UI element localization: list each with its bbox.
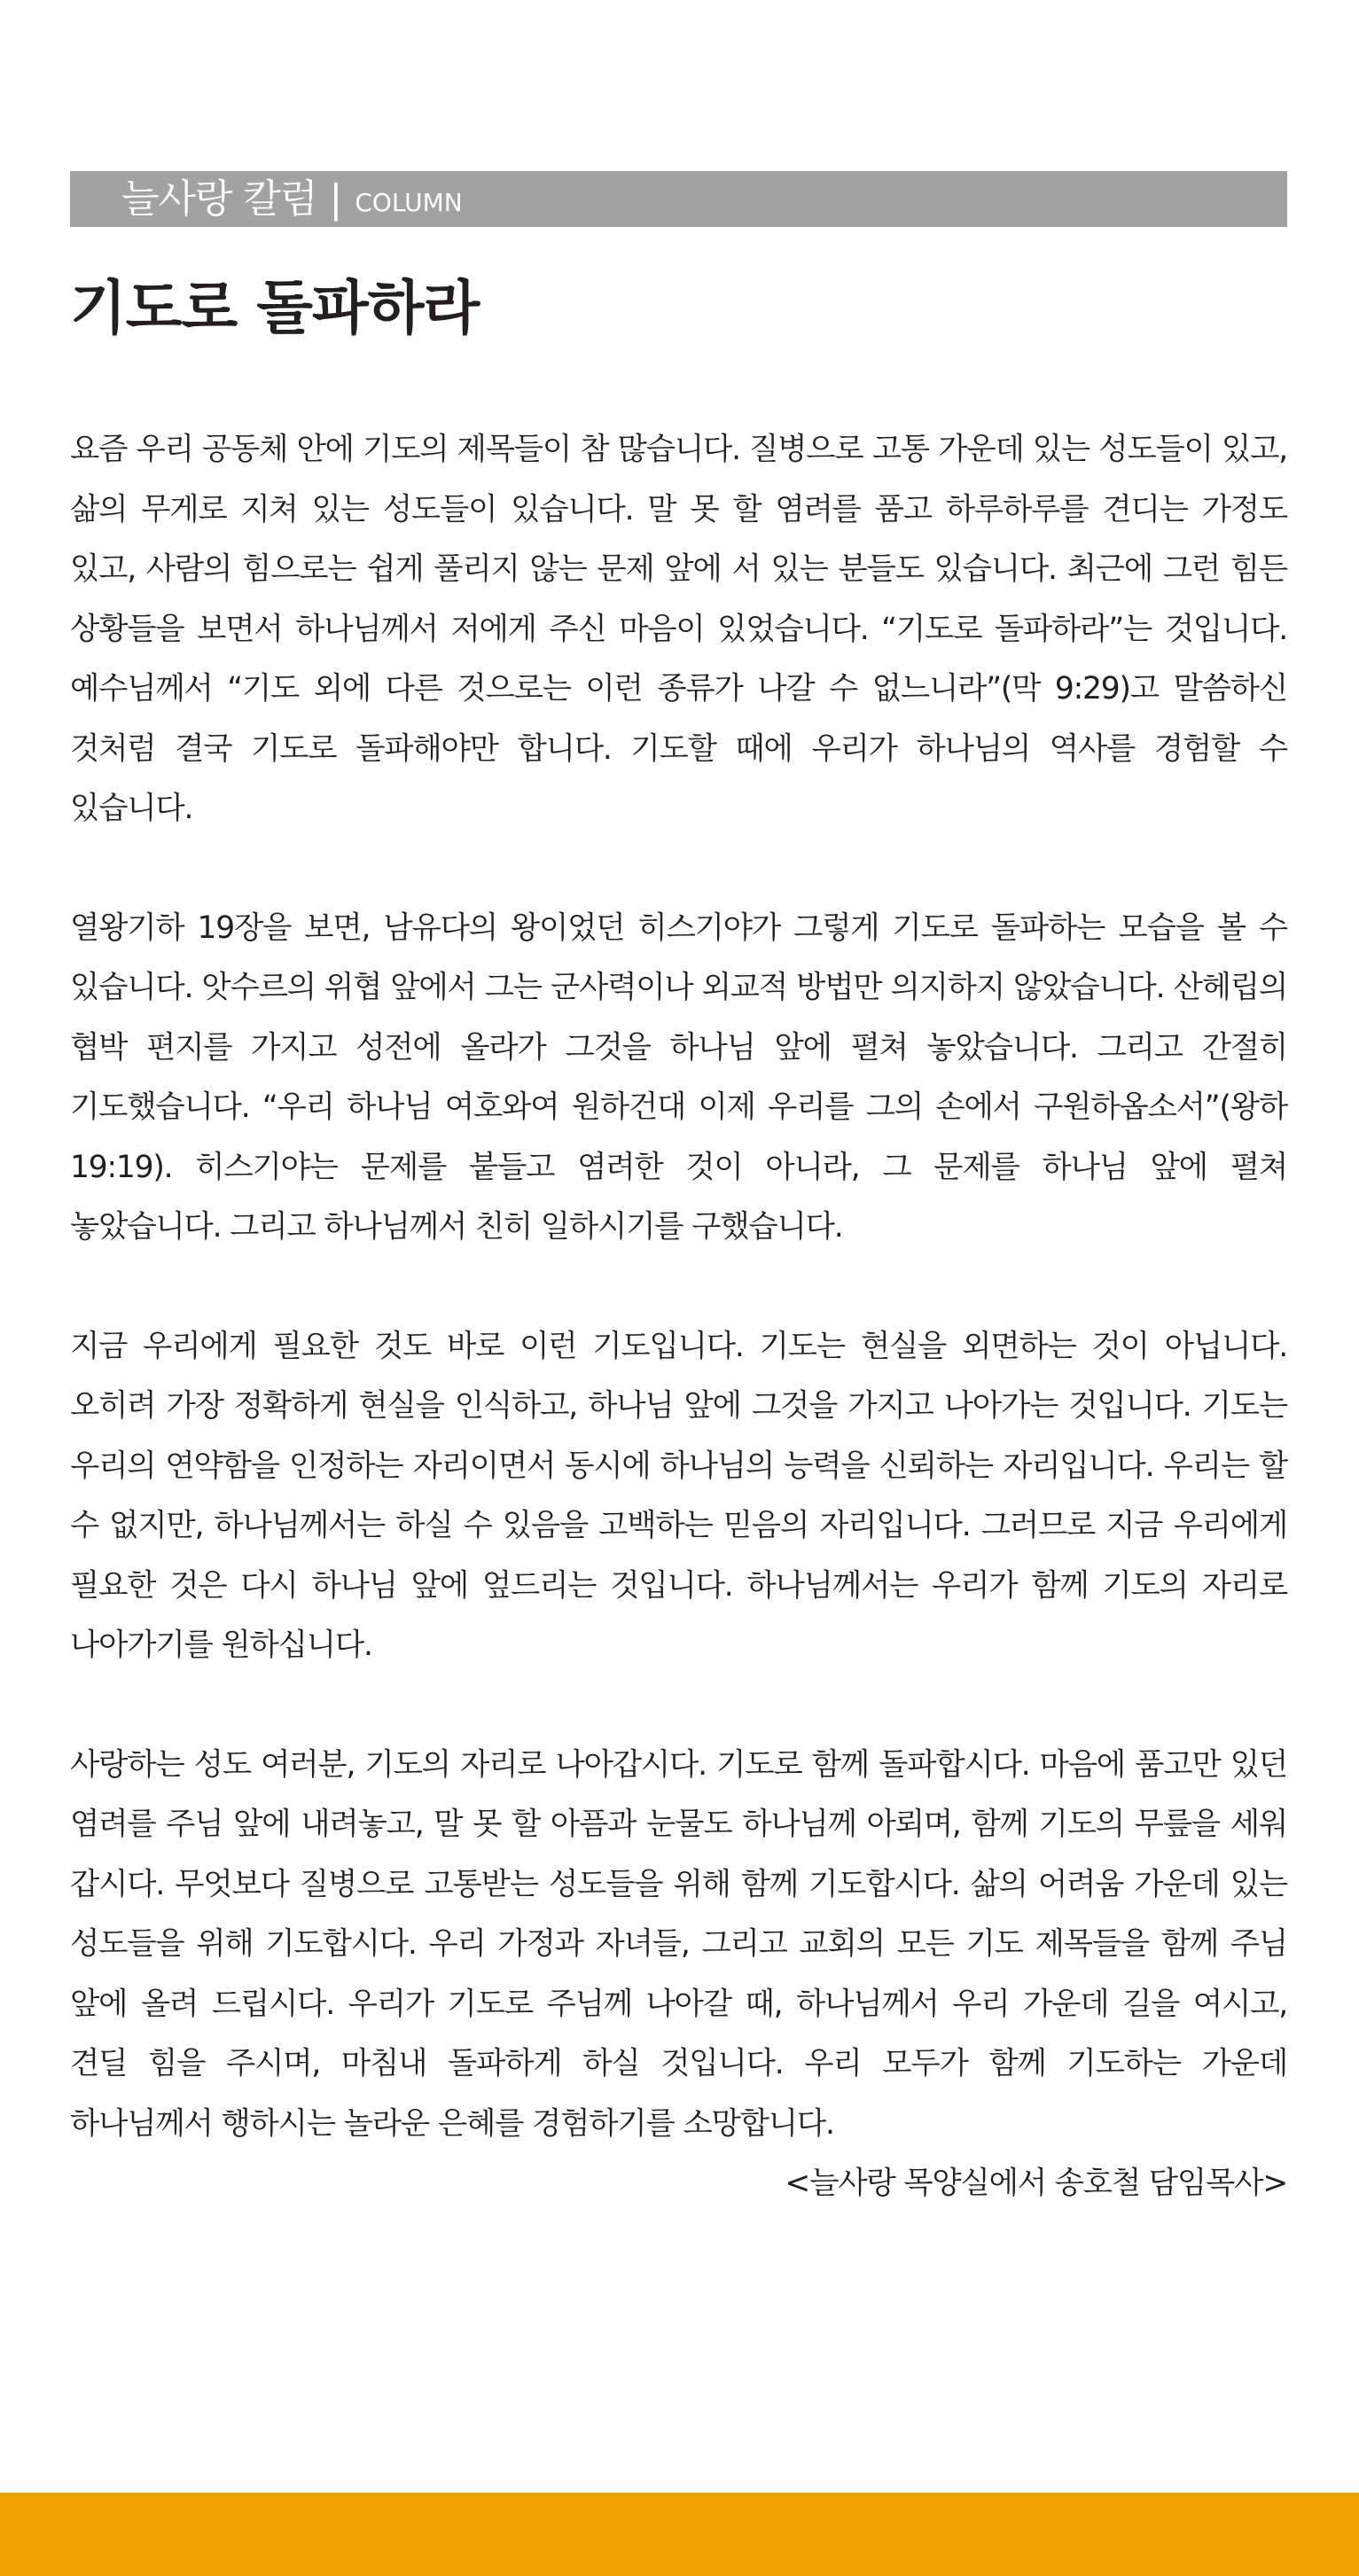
- article-paragraph: 사랑하는 성도 여러분, 기도의 자리로 나아갑시다. 기도로 함께 돌파합시다. 마음에 품고만 있던 염려를 주님 앞에 내려놓고, 말 못 할 아픔과 눈물도 하나님께 아뢰며, 함께 기도의 무릎을 세워 갑시다. 무엇보다 질병으로 고통받는 성도들을 위해 함께 기도합시다. 삶의 어려움 가운데 있는 성도들을 위해 기도합시다. 우리 가정과 자녀들, 그리고 교회의 모든 기도 제목들을 함께 주님 앞에 올려 드립시다. 우리가 기도로 주님께 나아갈 때, 하나님께서 우리 가운데 길을 여시고, 견딜 힘을 주시며, 마침내 돌파하게 하실 것입니다. 우리 모두가 함께 기도하는 가운데 하나님께서 행하시는 놀라운 은혜를 경험하기를 소망합니다.: [70, 1746, 1287, 2142]
- column-header-bar: [70, 171, 1287, 227]
- article-paragraph: 지금 우리에게 필요한 것도 바로 이런 기도입니다. 기도는 현실을 외면하는 것이 아닙니다. 오히려 가장 정확하게 현실을 인식하고, 하나님 앞에 그것을 가지고 나아가는 것입니다. 기도는 우리의 연약함을 인정하는 자리이면서 동시에 하나님의 능력을 신뢰하는 자리입니다. 우리는 할 수 없지만, 하나님께서는 하실 수 있음을 고백하는 믿음의 자리입니다. 그러므로 지금 우리에게 필요한 것은 다시 하나님 앞에 엎드리는 것입니다. 하나님께서는 우리가 함께 기도의 자리로 나아가기를 원하십니다.: [70, 1328, 1287, 1663]
- article-body: [70, 420, 1287, 2214]
- column-label: COLUMN: [355, 187, 463, 217]
- article-title: 기도로 돌파하라: [70, 274, 480, 342]
- header-separator: |: [329, 176, 343, 222]
- article-paragraph: 열왕기하 19장을 보면, 남유다의 왕이었던 히스기야가 그렇게 기도로 돌파하는 모습을 볼 수 있습니다. 앗수르의 위협 앞에서 그는 군사력이나 외교적 방법만 의지하지 않았습니다. 산헤립의 협박 편지를 가지고 성전에 올라가 그것을 하나님 앞에 펼쳐 놓았습니다. 그리고 간절히 기도했습니다. “우리 하나님 여호와여 원하건대 이제 우리를 그의 손에서 구원하옵소서”(왕하 19:19). 히스기야는 문제를 붙들고 염려한 것이 아니라, 그 문제를 하나님 앞에 펼쳐 놓았습니다. 그리고 하나님께서 친히 일하시기를 구했습니다.: [70, 909, 1287, 1245]
- author-signature: <늘사랑 목양실에서 송호철 담임목사>: [785, 2166, 1287, 2201]
- footer-bar: [0, 2493, 1359, 2576]
- column-name: 늘사랑 칼럼: [121, 176, 317, 222]
- article-paragraph: 요즘 우리 공동체 안에 기도의 제목들이 참 많습니다. 질병으로 고통 가운데 있는 성도들이 있고, 삶의 무게로 지쳐 있는 성도들이 있습니다. 말 못 할 염려를 품고 하루하루를 견디는 가정도 있고, 사람의 힘으로는 쉽게 풀리지 않는 문제 앞에 서 있는 분들도 있습니다. 최근에 그런 힘든 상황들을 보면서 하나님께서 저에게 주신 마음이 있었습니다. “기도로 돌파하라”는 것입니다. 예수님께서 “기도 외에 다른 것으로는 이런 종류가 나갈 수 없느니라”(막 9:29)고 말씀하신 것처럼 결국 기도로 돌파해야만 합니다. 기도할 때에 우리가 하나님의 역사를 경험할 수 있습니다.: [70, 432, 1287, 826]
